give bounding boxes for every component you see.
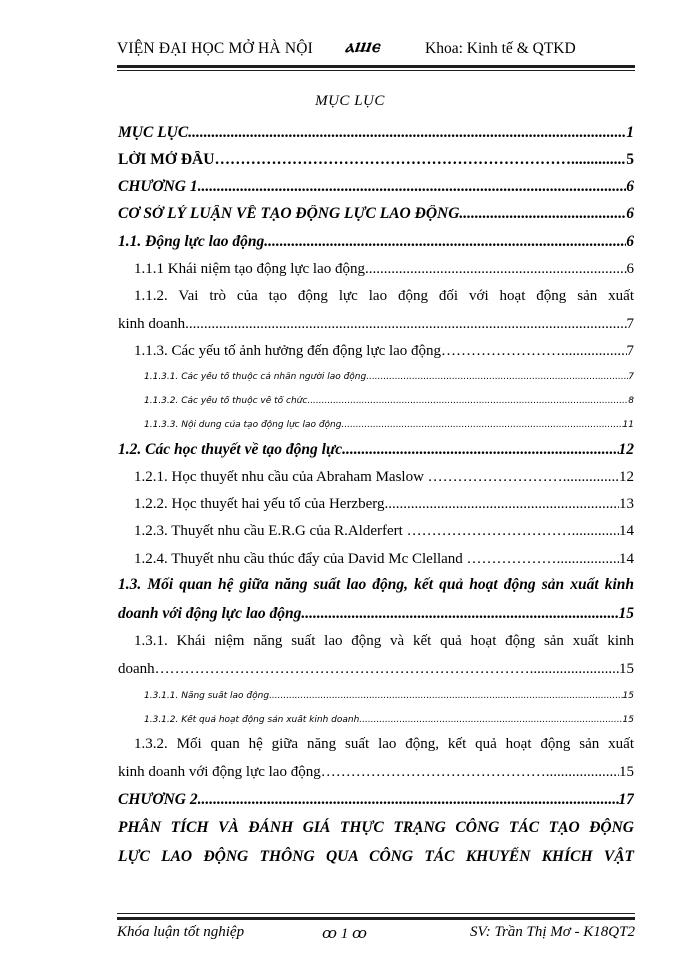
page-header [117, 36, 635, 60]
toc-entry[interactable]: 1.1.1 Khái niệm tạo động lực lao động ..... 6 [134, 261, 634, 278]
toc-entry[interactable]: CƠ SỞ LÝ LUẬN VỀ TẠO ĐỘNG LỰC LAO ĐỘNG ..... 6 [118, 205, 634, 223]
page-footer [117, 922, 635, 946]
toc-entry-line2[interactable]: LỰC LAO ĐỘNG THÔNG QUA CÔNG TÁC KHUYẾN KHÍCH VẬT [118, 848, 634, 865]
toc-entry[interactable]: 1.1. Động lực lao động ..... 6 [118, 233, 634, 251]
toc-entry[interactable]: 1.2.4. Thuyết nhu cầu thúc đẩy của David Mc Clelland ……………… ..... 14 [134, 551, 634, 568]
toc-entry[interactable]: CHƯƠNG 2 ..... 17 [118, 791, 634, 809]
toc-entry[interactable]: 1.3.1.1. Năng suất lao động ..... 15 [144, 691, 634, 701]
toc-entry[interactable]: MỤC LỤC ..... 1 [118, 124, 634, 142]
footer-thesis-label: Khóa luận tốt nghiệp [117, 924, 245, 940]
toc-entry-line1[interactable]: 1.3.2. Mối quan hệ giữa năng suất lao động, kết quả hoạt động sản xuất [134, 736, 634, 752]
page-title: MỤC LỤC [315, 93, 385, 109]
toc-entry-line1[interactable]: PHÂN TÍCH VÀ ĐÁNH GIÁ THỰC TRẠNG CÔNG TÁC TẠO ĐỘNG [118, 819, 634, 836]
toc-entry[interactable]: kinh doanh ..... 7 [118, 316, 634, 333]
toc-entry[interactable]: 1.2.1. Học thuyết nhu cầu của Abraham Maslow ……………………… ..... 12 [134, 469, 634, 486]
header-rule-thin [117, 70, 635, 71]
toc-entry[interactable]: 1.1.3. Các yếu tố ảnh hưởng đến động lực lao động……………………. ..... 7 [134, 343, 634, 360]
toc-entry[interactable]: LỜI MỞ ĐẦU…………………………………………………………….. ..... 5 [118, 151, 634, 169]
header-institution: VIỆN ĐẠI HỌC MỞ HÀ NỘI [117, 40, 313, 57]
toc-entry[interactable]: 1.3.1.2. Kết quả hoạt động sản xuất kinh doanh ..... 15 [144, 715, 634, 725]
footer-page-number: ꝏ 1 ꝏ [322, 926, 367, 942]
header-rule-thick [117, 65, 635, 68]
toc-entry[interactable]: kinh doanh với động lực lao động……………………………………….. ..... 15 [118, 764, 634, 781]
toc-entry[interactable]: 1.1.3.3. Nội dung của tạo động lực lao động ..... 11 [144, 420, 634, 430]
toc-entry-line1[interactable]: 1.3. Mối quan hệ giữa năng suất lao động, kết quả hoạt động sản xuất kinh [118, 576, 634, 593]
toc-entry[interactable]: 1.2.3. Thuyết nhu cầu E.R.G của R.Alderfert …………………………… ..... 14 [134, 523, 634, 540]
toc-entry-line1[interactable]: 1.1.2. Vai trò của tạo động lực lao động đối với hoạt động sản xuất [134, 288, 634, 304]
header-faculty: Khoa: Kinh tế & QTKD [425, 40, 576, 57]
toc-entry[interactable]: 1.1.3.2. Các yếu tố thuộc về tổ chức ..... 8 [144, 396, 634, 406]
toc-entry[interactable]: CHƯƠNG 1 ..... 6 [118, 178, 634, 196]
toc-entry[interactable]: doanh với động lực lao động ..... 15 [118, 605, 634, 623]
footer-student: SV: Trần Thị Mơ - K18QT2 [470, 924, 635, 940]
header-ornament-icon: ⲁⴍⲉ [345, 36, 380, 56]
toc-entry[interactable]: 1.2. Các học thuyết về tạo động lực ..... 12 [118, 441, 634, 459]
toc-entry-line1[interactable]: 1.3.1. Khái niệm năng suất lao động và kết quả hoạt động sản xuất kinh [134, 633, 634, 649]
toc-entry[interactable]: 1.1.3.1. Các yếu tố thuộc cá nhân người lao động ..... 7 [144, 372, 634, 382]
footer-rule-thin [117, 913, 635, 914]
toc-entry[interactable]: 1.2.2. Học thuyết hai yếu tố của Herzberg ..... 13 [134, 496, 634, 513]
footer-rule-thick [117, 917, 635, 920]
toc-entry[interactable]: doanh…………………………………………………………………. ..... 15 [118, 661, 634, 678]
